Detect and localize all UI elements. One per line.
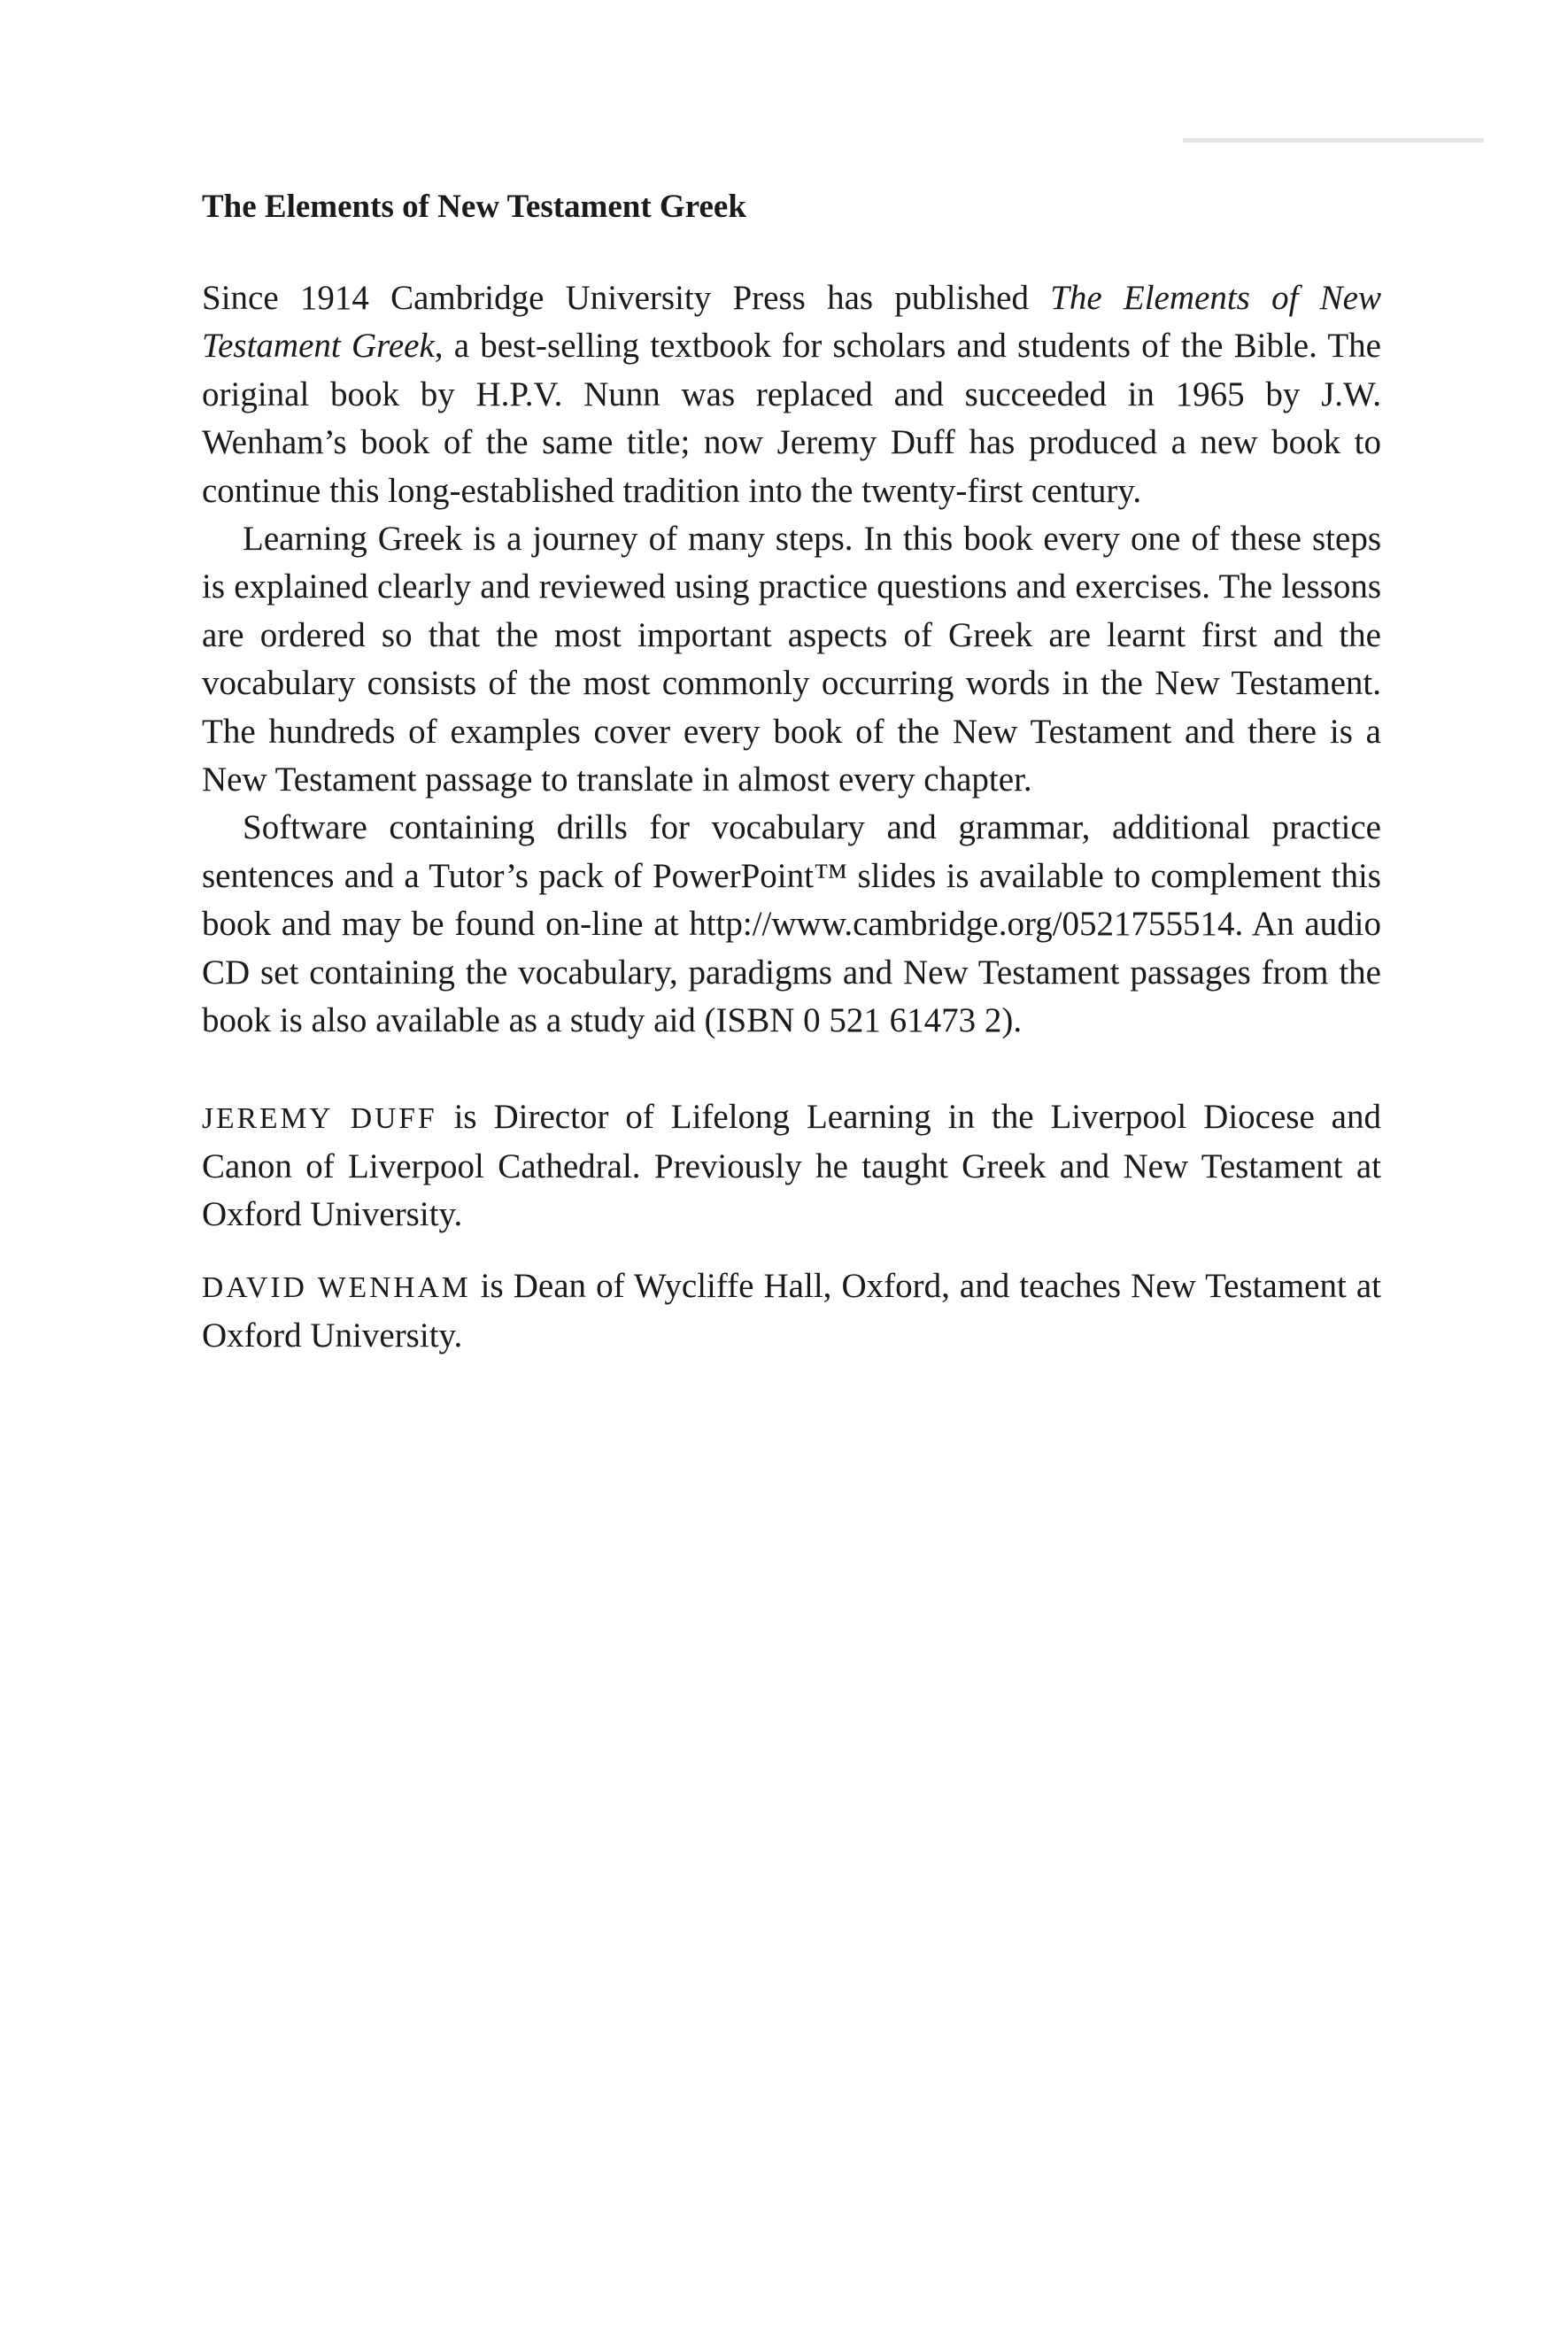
description-paragraph-3: Software containing drills for vocabulary and grammar, additional practice sentences and a Tutor’s pack of PowerPoint™ slides is available to complement this book and may be found on-line at http://www.cambridge.org/0521755514. An audio CD set containing the vocabulary, paradigms and New Testament passages from the book is also available as a study aid (ISBN 0 521 61473 2). (202, 808, 1381, 1040)
author-name: JEREMY DUFF (202, 1101, 437, 1135)
description-paragraph-1 (202, 274, 1381, 515)
description-paragraph-2: Learning Greek is a journey of many steps. In this book every one of these steps is explained clearly and reviewed using practice questions and exercises. The lessons are ordered so that the most important aspects of Greek are learnt first and the vocabulary consists of the most commonly occurring words in the New Testament. The hundreds of examples cover every book of the New Testament and there is a New Testament passage to translate in almost every chapter. (202, 520, 1381, 799)
description-lead: Since 1914 Cambridge University Press has published (202, 279, 1051, 317)
header-rule (1183, 138, 1484, 143)
author-bio-david-wenham (202, 1262, 1381, 1361)
author-bio-text: is Dean of Wycliffe Hall, Oxford, and teaches New Testament at Oxford University. (202, 1266, 1382, 1355)
author-bio-text: is Director of Lifelong Learning in the Liverpool Diocese and Canon of Liverpool Cathedral. Previously he taught Greek and New Testament at Oxford University. (202, 1097, 1381, 1234)
italic-book-title: The Elements of New Testament Greek (202, 279, 1381, 366)
author-name: DAVID WENHAM (202, 1270, 471, 1304)
half-title-page (202, 186, 1381, 1361)
book-title: The Elements of New Testament Greek (202, 189, 746, 225)
description-rest: , a best-selling textbook for scholars and students of the Bible. The original book by H.P.V. Nunn was replaced and succeeded in 1965 by J.W. Wenham’s book of the same title; now Jeremy Duff has produced a new book to continue this long-established tradition into the twenty-first century. (202, 327, 1381, 510)
author-bio-jeremy-duff (202, 1093, 1381, 1239)
